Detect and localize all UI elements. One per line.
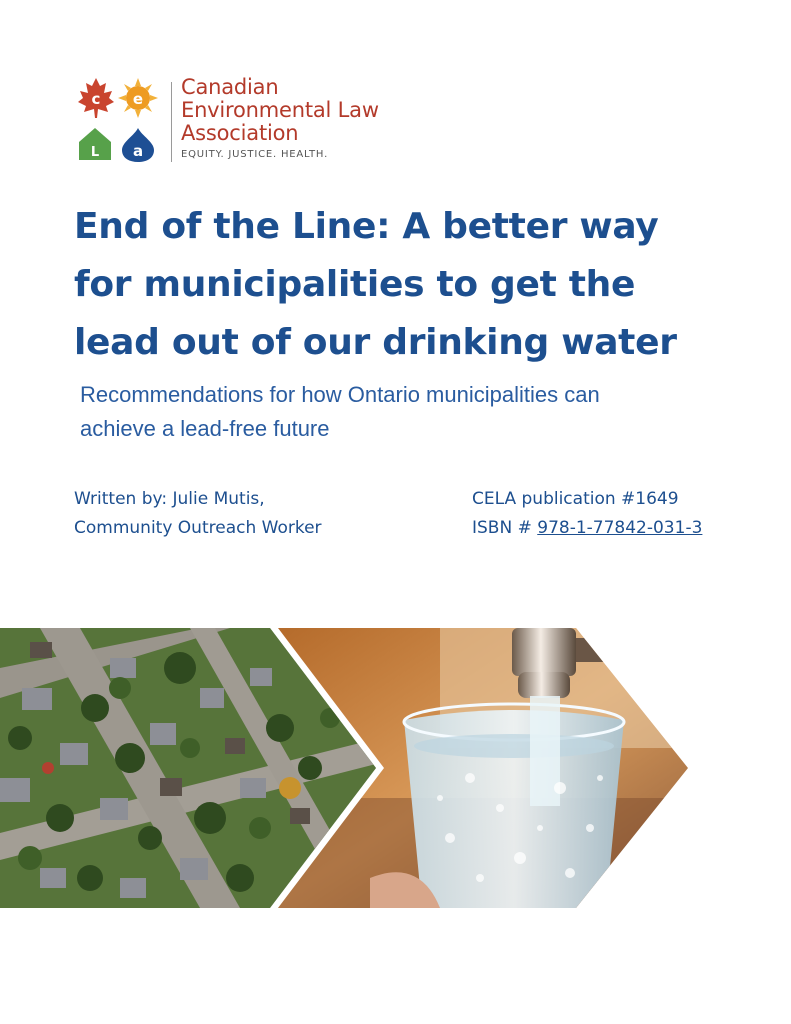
logo-letter-a: a — [132, 142, 144, 160]
logo-text — [181, 76, 379, 160]
subtitle-line-2: achieve a lead-free future — [80, 416, 330, 441]
subtitle-line-1: Recommendations for how Ontario municipalities can — [80, 382, 600, 407]
document-title — [74, 198, 754, 372]
author-line — [74, 485, 322, 514]
title-line-1: End of the Line: A better way — [74, 206, 659, 247]
title-line-3: lead out of our drinking water — [74, 322, 677, 363]
isbn-line — [472, 514, 702, 543]
logo-letter-c: c — [91, 90, 101, 108]
author-role: Community Outreach Worker — [74, 518, 322, 538]
author-block — [74, 485, 322, 543]
logo-letter-L: L — [90, 145, 100, 160]
logo-divider — [171, 82, 172, 162]
publication-number: CELA publication #1649 — [472, 489, 679, 509]
author-name: Julie Mutis, — [172, 489, 265, 509]
cela-logo-mark — [76, 76, 160, 166]
title-line-2: for municipalities to get the — [74, 264, 636, 305]
org-name-line-3: Association — [181, 121, 299, 145]
logo-letter-e: e — [132, 90, 144, 108]
org-name-line-2: Environmental Law — [181, 98, 379, 122]
author-label: Written by: — [74, 489, 168, 509]
isbn-link[interactable]: 978-1-77842-031-3 — [537, 518, 703, 538]
cover-banner — [0, 628, 791, 908]
logo-tagline: EQUITY. JUSTICE. HEALTH. — [181, 149, 329, 160]
document-subtitle — [80, 378, 740, 446]
org-name-line-1: Canadian — [181, 75, 279, 99]
cela-logo — [76, 76, 416, 168]
isbn-label: ISBN # — [472, 518, 532, 538]
publication-block — [472, 485, 702, 543]
